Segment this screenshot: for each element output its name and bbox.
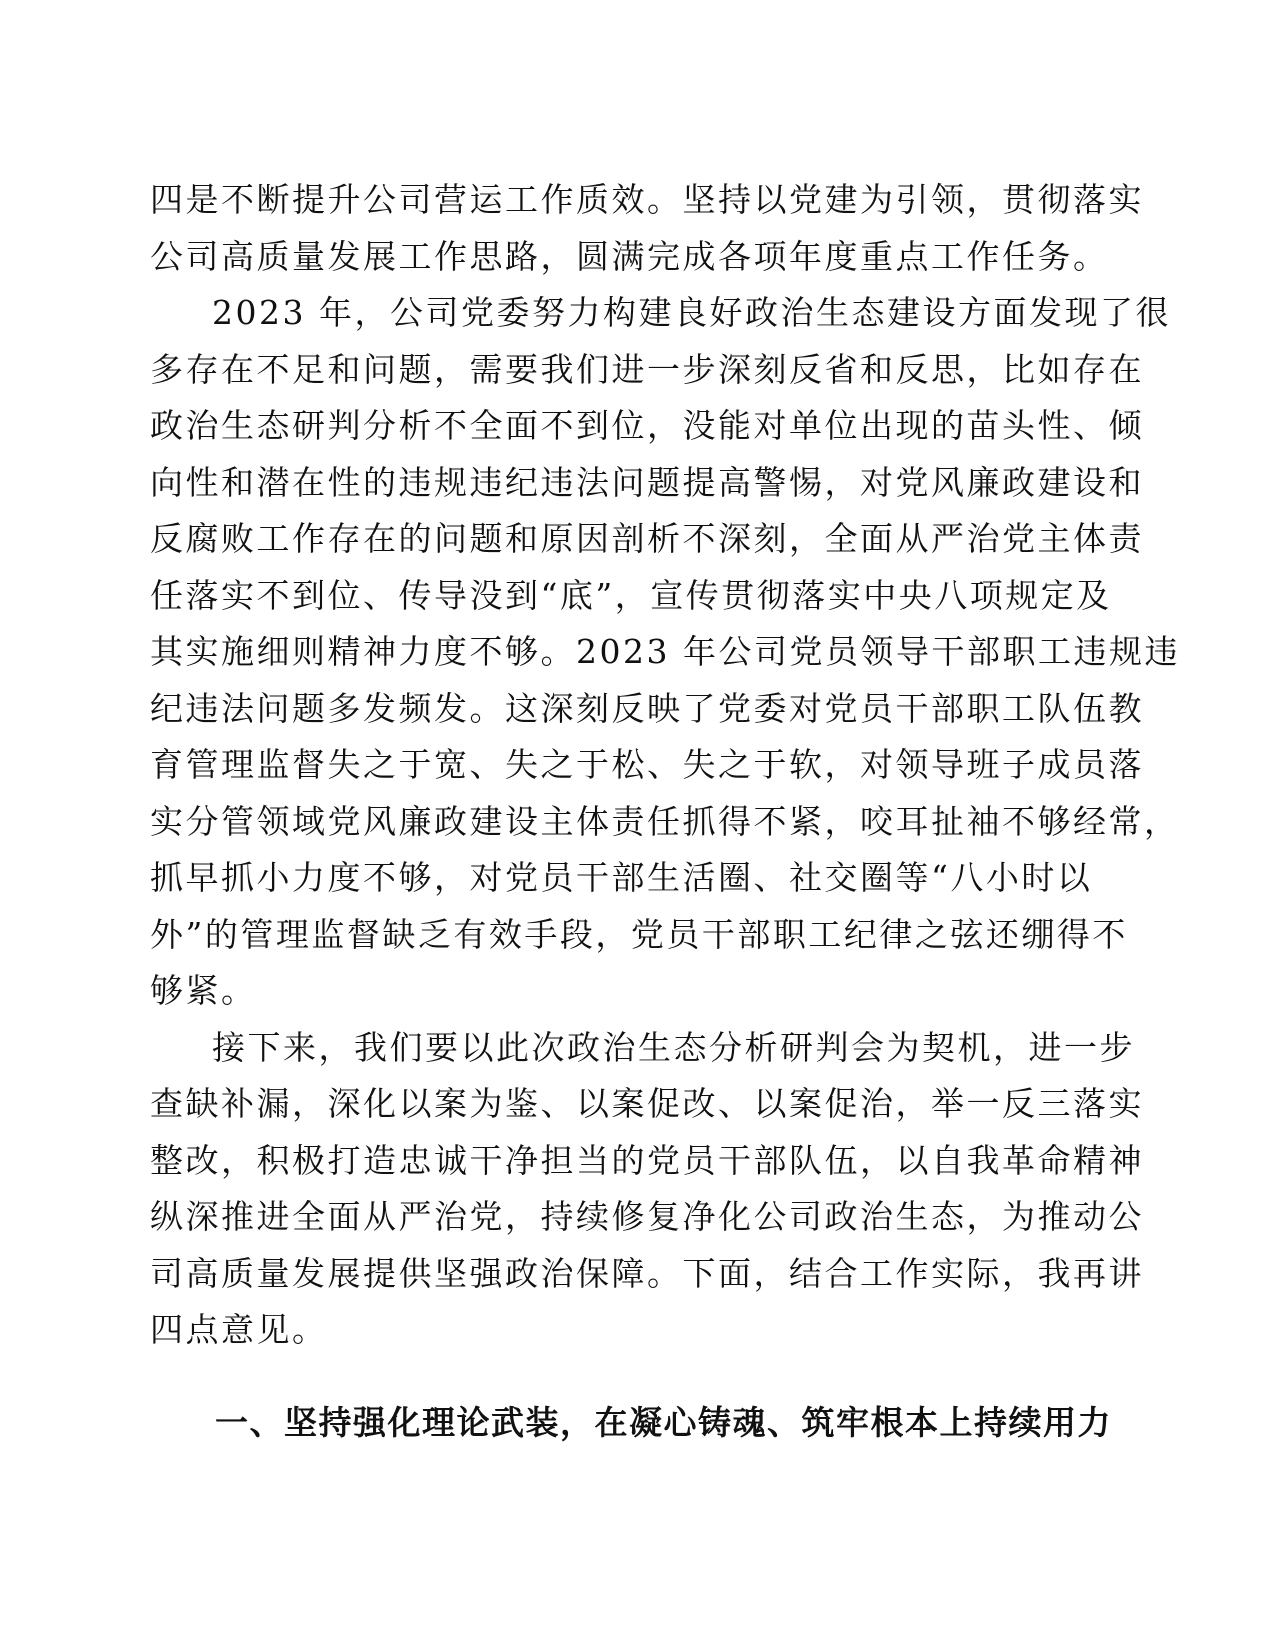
text-line: 查缺补漏，深化以案为鉴、以案促改、以案促治，举一反三落实 — [150, 1084, 1144, 1123]
text-line: 向性和潜在性的违规违纪违法问题提高警惕，对党风廉政建设和 — [150, 463, 1144, 502]
text-line: 其实施细则精神力度不够。2023 年公司党员领导干部职工违规违 — [150, 632, 1180, 671]
text-line: 抓早抓小力度不够，对党员干部生活圈、社交圈等“八小时以 — [150, 858, 1093, 897]
paragraph-first-line: 2023 年，公司党委努力构建良好政治生态建设方面发现了很 — [212, 293, 1171, 332]
text-line: 够紧。 — [150, 971, 257, 1010]
text-line: 司高质量发展提供坚强政治保障。下面，结合工作实际，我再讲 — [150, 1254, 1144, 1293]
section-heading: 一、坚持强化理论武装，在凝心铸魂、筑牢根本上持续用力 — [215, 1403, 1112, 1442]
text-line: 公司高质量发展工作思路，圆满完成各项年度重点工作任务。 — [150, 237, 1109, 276]
text-line: 整改，积极打造忠诚干净担当的党员干部队伍，以自我革命精神 — [150, 1141, 1144, 1180]
text-line: 多存在不足和问题，需要我们进一步深刻反省和反思，比如存在 — [150, 350, 1144, 389]
text-line: 纪违法问题多发频发。这深刻反映了党委对党员干部职工队伍教 — [150, 689, 1144, 728]
text-line: 育管理监督失之于宽、失之于松、失之于软，对领导班子成员落 — [150, 745, 1144, 784]
text-line: 外”的管理监督缺乏有效手段，党员干部职工纪律之弦还绷得不 — [150, 915, 1128, 954]
text-line: 反腐败工作存在的问题和原因剖析不深刻，全面从严治党主体责 — [150, 519, 1144, 558]
text-line: 任落实不到位、传导没到“底”，宣传贯彻落实中央八项规定及 — [150, 576, 1112, 615]
text-line: 四点意见。 — [150, 1310, 328, 1349]
text-line: 纵深推进全面从严治党，持续修复净化公司政治生态，为推动公 — [150, 1197, 1144, 1236]
text-line: 政治生态研判分析不全面不到位，没能对单位出现的苗头性、倾 — [150, 406, 1144, 445]
text-line: 实分管领域党风廉政建设主体责任抓得不紧，咬耳扯袖不够经常， — [150, 802, 1180, 841]
paragraph-first-line: 接下来，我们要以此次政治生态分析研判会为契机，进一步 — [212, 1028, 1135, 1067]
text-line: 四是不断提升公司营运工作质效。坚持以党建为引领，贯彻落实 — [150, 180, 1144, 219]
